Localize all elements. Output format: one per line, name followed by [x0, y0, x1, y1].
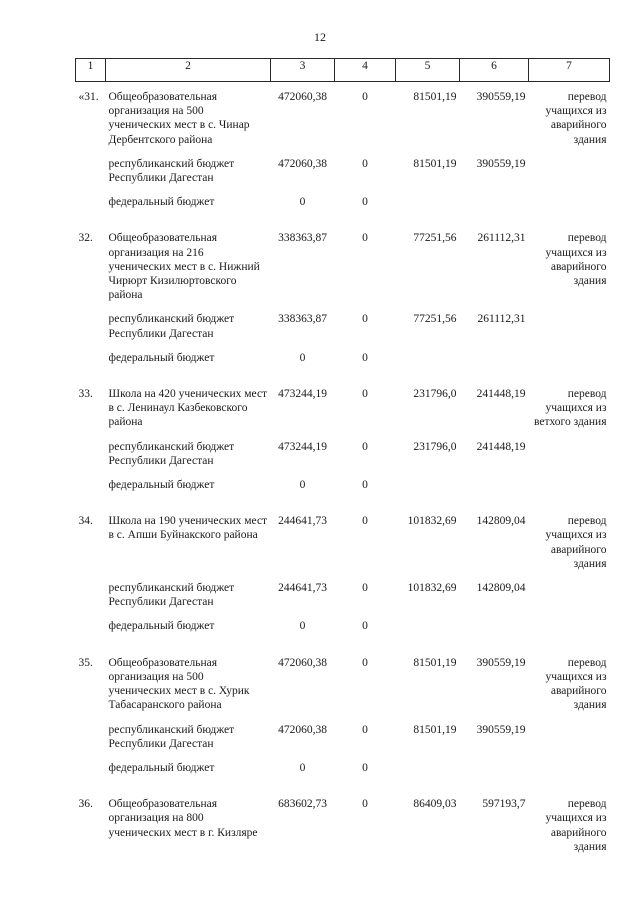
table-row — [76, 215, 610, 302]
header-row — [76, 59, 610, 82]
header-col-4: 4 — [335, 59, 396, 82]
budget-source-label: республиканский бюджет Республики Дагестан — [108, 313, 235, 340]
budget-source-label: федеральный бюджет — [108, 351, 215, 364]
amount-col-5: 77251,56 — [413, 313, 457, 326]
table-row — [76, 430, 610, 468]
purpose-note: перевод учащихся из аварийного здания — [545, 656, 607, 712]
header-col-7: 7 — [529, 59, 610, 82]
amount-col-5: 77251,56 — [413, 232, 457, 245]
amount-col-4: 0 — [362, 620, 368, 633]
facility-name: Школа на 420 ученических мест в с. Ленинаул Казбековского района — [108, 388, 268, 429]
amount-col-5: 101832,69 — [407, 515, 457, 528]
budget-source-label: федеральный бюджет — [108, 479, 215, 492]
total-amount: 472060,38 — [278, 91, 327, 103]
amount-col-4: 0 — [362, 351, 368, 364]
row-number: 32. — [78, 232, 93, 245]
amount-col-5: 86409,03 — [413, 798, 457, 811]
purpose-note: перевод учащихся из аварийного здания — [545, 798, 607, 853]
total-amount: 338363,87 — [278, 313, 327, 326]
table-row — [76, 781, 610, 854]
amount-col-6: 241448,19 — [476, 388, 526, 401]
total-amount: 244641,73 — [278, 582, 327, 595]
amount-col-6: 390559,19 — [476, 656, 526, 669]
table-row — [76, 713, 610, 751]
amount-col-6: 142809,04 — [476, 515, 526, 528]
amount-col-4: 0 — [362, 196, 368, 209]
table-row — [76, 571, 610, 609]
amount-col-6: 390559,19 — [476, 157, 526, 170]
amount-col-4: 0 — [362, 582, 368, 595]
amount-col-6: 241448,19 — [476, 440, 526, 453]
table-row — [76, 468, 610, 498]
total-amount: 244641,73 — [278, 515, 327, 528]
budget-source-label: республиканский бюджет Республики Дагестан — [108, 723, 235, 750]
amount-col-5: 231796,0 — [413, 388, 457, 401]
budget-source-label: федеральный бюджет — [108, 761, 215, 774]
total-amount: 472060,38 — [278, 157, 327, 170]
amount-col-6: 261112,31 — [477, 313, 526, 326]
total-amount: 0 — [299, 761, 306, 774]
row-number: 33. — [78, 388, 93, 401]
budget-table — [75, 58, 610, 854]
table-row — [76, 185, 610, 215]
amount-col-6: 597193,7 — [482, 798, 526, 811]
header-col-6: 6 — [460, 59, 529, 82]
row-number: 34. — [78, 515, 93, 528]
table-row — [76, 302, 610, 340]
purpose-note: перевод учащихся из ветхого здания — [534, 388, 607, 429]
purpose-note: перевод учащихся из аварийного здания — [545, 232, 607, 288]
facility-name: Общеобразовательная организация на 500 ученических мест в с. Чинар Дербентского района — [108, 91, 250, 146]
row-number: 36. — [78, 798, 93, 811]
facility-name: Общеобразовательная организация на 500 ученических мест в с. Хурик Табасаранского района — [108, 656, 250, 712]
amount-col-5: 81501,19 — [413, 656, 457, 669]
facility-name: Общеобразовательная организация на 800 ученических мест в г. Кизляре — [108, 798, 258, 839]
budget-source-label: республиканский бюджет Республики Дагестан — [108, 582, 235, 609]
total-amount: 0 — [299, 351, 306, 364]
total-amount: 0 — [299, 620, 306, 633]
budget-source-label: федеральный бюджет — [108, 620, 215, 633]
amount-col-4: 0 — [362, 388, 368, 401]
table-row — [76, 609, 610, 639]
total-amount: 472060,38 — [278, 723, 327, 736]
total-amount: 472060,38 — [278, 656, 327, 669]
amount-col-6: 390559,19 — [476, 91, 526, 103]
facility-name: Общеобразовательная организация на 216 ученических мест в с. Нижний Чирюрт Кизилюртовского района — [108, 232, 260, 302]
total-amount: 683602,73 — [278, 798, 327, 811]
amount-col-4: 0 — [362, 440, 368, 453]
table-row — [76, 640, 610, 713]
header-col-5: 5 — [396, 59, 460, 82]
total-amount: 473244,19 — [278, 388, 327, 401]
amount-col-4: 0 — [362, 91, 368, 103]
table-row — [76, 147, 610, 185]
amount-col-4: 0 — [362, 232, 368, 245]
row-number: 35. — [78, 656, 93, 669]
table-row — [76, 82, 610, 147]
page-number: 12 — [314, 30, 326, 44]
facility-name: Школа на 190 ученических мест в с. Апши Буйнакского района — [108, 515, 268, 542]
amount-col-5: 231796,0 — [413, 440, 457, 453]
amount-col-4: 0 — [362, 157, 368, 170]
total-amount: 0 — [299, 196, 306, 209]
amount-col-5: 101832,69 — [407, 582, 457, 595]
amount-col-4: 0 — [362, 515, 368, 528]
amount-col-6: 390559,19 — [476, 723, 526, 736]
amount-col-4: 0 — [362, 761, 368, 774]
amount-col-4: 0 — [362, 479, 368, 492]
amount-col-4: 0 — [362, 656, 368, 669]
total-amount: 0 — [299, 479, 306, 492]
amount-col-5: 81501,19 — [413, 723, 457, 736]
amount-col-6: 261112,31 — [477, 232, 526, 245]
budget-source-label: федеральный бюджет — [108, 196, 215, 209]
budget-source-label: республиканский бюджет Республики Дагестан — [108, 157, 235, 185]
purpose-note: перевод учащихся из аварийного здания — [545, 91, 607, 146]
table-row — [76, 498, 610, 571]
header-col-1: 1 — [76, 59, 106, 82]
budget-source-label: республиканский бюджет Республики Дагестан — [108, 440, 235, 467]
amount-col-6: 142809,04 — [476, 582, 526, 595]
amount-col-4: 0 — [362, 798, 368, 811]
total-amount: 338363,87 — [278, 232, 327, 245]
row-number: «31. — [78, 91, 99, 103]
purpose-note: перевод учащихся из аварийного здания — [545, 515, 607, 570]
amount-col-4: 0 — [362, 313, 368, 326]
header-col-3: 3 — [271, 59, 335, 82]
table-row — [76, 371, 610, 430]
table-row — [76, 751, 610, 781]
amount-col-5: 81501,19 — [413, 91, 457, 103]
header-col-2: 2 — [106, 59, 271, 82]
table-row — [76, 341, 610, 371]
amount-col-4: 0 — [362, 723, 368, 736]
amount-col-5: 81501,19 — [413, 157, 457, 170]
total-amount: 473244,19 — [278, 440, 327, 453]
